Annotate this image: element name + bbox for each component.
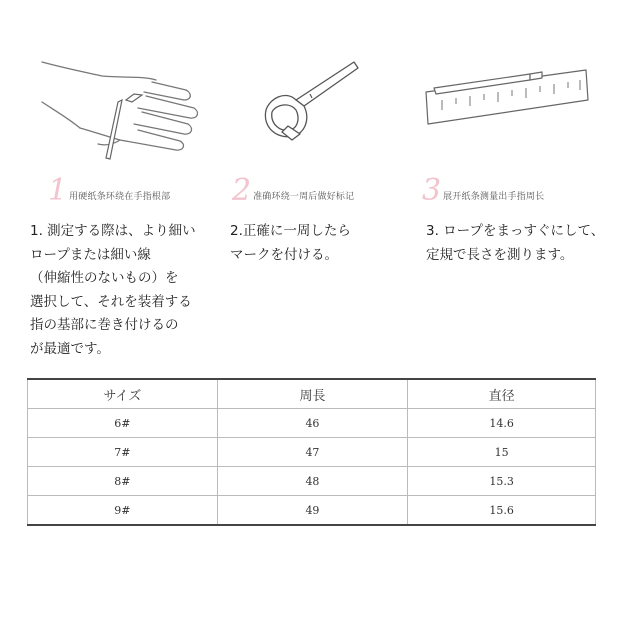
header-diameter: 直径 [408, 379, 596, 409]
cell-size: 8# [28, 467, 218, 496]
step-3-desc-line: 定規で長さを測ります。 [426, 246, 574, 263]
step-2-caption [232, 173, 355, 208]
step-1-desc-line: （伸縮性のないもの）を [30, 270, 179, 286]
step-3-number: 3 [422, 173, 442, 208]
step-1-desc-line: 1. 測定する際は、より細い [30, 223, 196, 239]
step-1-caption-text: 用硬纸条环绕在手指根部 [69, 192, 171, 202]
ring-size-table [27, 378, 596, 526]
cell-size: 9# [28, 496, 218, 526]
paper-strip-loop-icon [226, 40, 416, 180]
step-1-desc-line: ロープまたは細い線 [30, 246, 151, 263]
table-row [28, 438, 596, 467]
step-2-description [230, 220, 351, 267]
table-row [28, 496, 596, 526]
table-header-row [28, 379, 596, 409]
header-circumference: 周長 [217, 379, 408, 409]
step-2-desc-line: 2.正確に一周したら [230, 223, 351, 239]
step-3-caption [422, 173, 545, 208]
step-2-desc-line: マークを付ける。 [230, 246, 338, 263]
cell-size: 7# [28, 438, 218, 467]
step-3-caption-text: 展开纸条测量出手指周长 [443, 192, 545, 202]
cell-circumference: 46 [217, 409, 408, 438]
cell-diameter: 15.6 [408, 496, 596, 526]
cell-circumference: 47 [217, 438, 408, 467]
cell-size: 6# [28, 409, 218, 438]
table-row [28, 409, 596, 438]
step-1-caption [48, 173, 171, 208]
step-2-caption-text: 准确环绕一周后做好标记 [253, 192, 355, 202]
cell-circumference: 48 [217, 467, 408, 496]
step-1-desc-line: 選択して、それを装着する [30, 293, 192, 310]
step-2-number: 2 [232, 173, 252, 208]
cell-circumference: 49 [217, 496, 408, 526]
step-1-description [30, 220, 196, 361]
step-1-desc-line: 指の基部に巻き付けるの [30, 317, 179, 333]
step-3-desc-line: 3. ロープをまっすぐにして、 [426, 223, 605, 239]
step-3-description [426, 220, 604, 267]
cell-diameter: 15 [408, 438, 596, 467]
step-1-desc-line: が最適です。 [30, 340, 110, 357]
cell-diameter: 15.3 [408, 467, 596, 496]
strip-on-ruler-icon [418, 40, 608, 180]
step-1-number: 1 [48, 173, 68, 208]
hand-with-paper-strip-icon [34, 40, 224, 180]
table-row [28, 467, 596, 496]
header-size: サイズ [28, 379, 218, 409]
cell-diameter: 14.6 [408, 409, 596, 438]
